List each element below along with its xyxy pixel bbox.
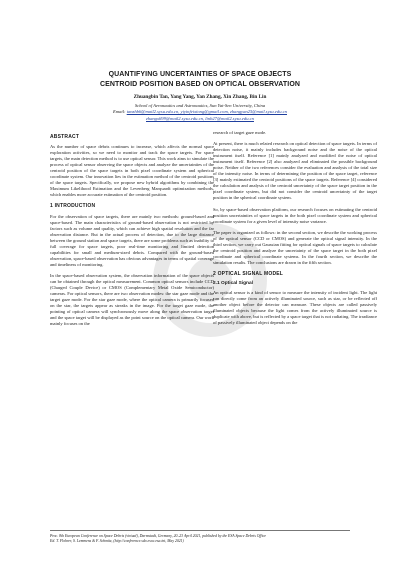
email-prefix: Email: — [113, 109, 126, 115]
right-paragraph-3: The paper is organized as follows: in the second section, we describe the working process of the optical sensor (CCD or CMOS) and generate the optical signal intensity. In the third section, we carry out Gaussian fitting for optical signals of space targets to calculate the centroid position and analyze the uncertainty of the space target in the both pixel coordinate and spherical coordinate systems. In the fourth section, we describe the simulation results. The conclusions are drawn in the fifth section. — [213, 229, 377, 265]
left-column — [50, 130, 214, 332]
affiliation-block — [0, 103, 400, 122]
author-list: Zhuangbin Tan, Yang Yang, Yan Zhang, Xin Zhang, Bin Lin — [133, 94, 267, 100]
abstract-heading: ABSTRACT — [50, 134, 80, 140]
affiliation: School of Aeronautics and Astronautics, Sun Yat-Sen University, China — [134, 103, 266, 108]
right-paragraph-0: research of target gaze mode. — [213, 130, 267, 135]
right-paragraph-1: At present, there is much related research on optical detection of space targets. In terms of detection noise, it mainly includes background noise and the noise of the optical instrument itself. Reference [1] mainly analyzed and modified the noise of optical instrument itself. Reference [2] also analyzed and eliminated the possible background noise. Neither of the two references consider the evaluation and analysis of the total size of the intensity noise. In terms of determining the position of the space target, reference [3] mainly estimated the centroid positions of the space targets. Reference [4] considered the calculation and analysis of the centroid uncertainty of the space target position in the pixel coordinate system, but did not consider the centroid uncertainty of the target position in the spherical coordinate system. — [213, 141, 377, 201]
intro-paragraph-2: In the space-based observation system, the observation information of the space objects can be obtained through the optical measurement. Common optical sensors include CCD (Charged Couple Device) or CMOS (Complementary Metal Oxide Semiconductor) cameras. For optical sensors, there are two observation modes: the star gaze mode and the target gaze mode. For the star gaze mode, where the optical camera is primarily focused on the star, the targets appear as streaks in the image. For the target gaze mode, the pointing of optical camera will synchronously move along the space observation target and the space target will be displayed as the point source on the optical camera. Our work mainly focuses on the — [50, 272, 214, 327]
right-paragraph-2: So, by space-based observation platform, our research focuses on estimating the centroid position uncertainties of space targets in the both pixel coordinate system and spherical coordinate system for a given level of intensity noise variance. — [213, 206, 377, 224]
footer-line-2: Ed. T. Flohrer, S. Lemmens & F. Schmitz, (http://conference.sdo.esoc.esa.int, May 2021) — [50, 539, 184, 544]
section-2-heading: 2 OPTICAL SIGNAL MODEL — [213, 270, 284, 277]
abstract-text: As the number of space debris continues to increase, which affects the normal space exploration activities, so we need to monitor and track the space targets. For space targets, the main detection method is to use optical sensor. This work aims to simulate the process of optical sensor observing the space objects and analyze the uncertainties of the centroid position of the space targets in both pixel coordinate system and spherical coordinate system. Our innovation lies in the estimation method of the centroid positions of the space targets. Specifically, we propose new hybrid algorithms by combining the Maximum Likelihood Estimation and the Levenberg Marquardt optimization methods, which enables more accurate estimation of the centroid position. — [50, 144, 214, 198]
email-links-2[interactable]: zhangx699@mail2.sysu.edu.cn, linb27@mail2.sysu.edu.cn — [146, 115, 254, 121]
email-links-1[interactable]: tanzhb6@mail2.sysu.edu.cn, yiyinfeixiong@gmail.com, zhangyan25@mail.sysu.edu.cn — [126, 109, 287, 115]
section-2-1-heading: 2.1 Optical Signal — [213, 280, 253, 286]
intro-paragraph-1: For the observation of space targets, there are mainly two methods: ground-based and space-based. The main characteristics of ground-based observation is not restricted by factors such as volume and quality, which can achieve high spatial resolution and the far observation distance. But in the actual process of detection, due to the large distance between the ground station and space targets, there are some problems such as inability to full coverage for space targets, poor real-time monitoring and limited detection capabilities for small and medium-sized debris. Compared with the ground-based observation, space-based observation has obvious advantages in terms of spatial coverage and timeliness of monitoring. — [50, 213, 214, 267]
section-2-1-paragraph: An optical sensor is a kind of sensor to measure the intensity of incident light. The light can directly come from an actively illuminated source, such as star, or be reflected off another object before the detector can measure. These objects are called passively illuminated objects because the light comes from the actively illuminated source is duplicate with above, but is reflected by a space target that is not radiating. The irradiance of passively illuminated object depends on the — [213, 290, 377, 326]
email-line-2 — [0, 116, 400, 122]
page-footer — [50, 530, 350, 544]
title-line-2: CENTROID POSITION BASED ON OPTICAL OBSERVATION — [99, 80, 301, 88]
right-column — [213, 130, 377, 331]
introduction-heading: 1 INTRODUCTION — [50, 203, 96, 210]
footer-line-1: Proc. 8th European Conference on Space Debris (virtual), Darmstadt, Germany, 20–23 April 2021, published by the ESA Space Debris Office — [50, 534, 267, 538]
title-line-1: QUANTIFYING UNCERTAINTIES OF SPACE OBJECTS — [108, 71, 292, 78]
paper-title — [0, 70, 400, 89]
